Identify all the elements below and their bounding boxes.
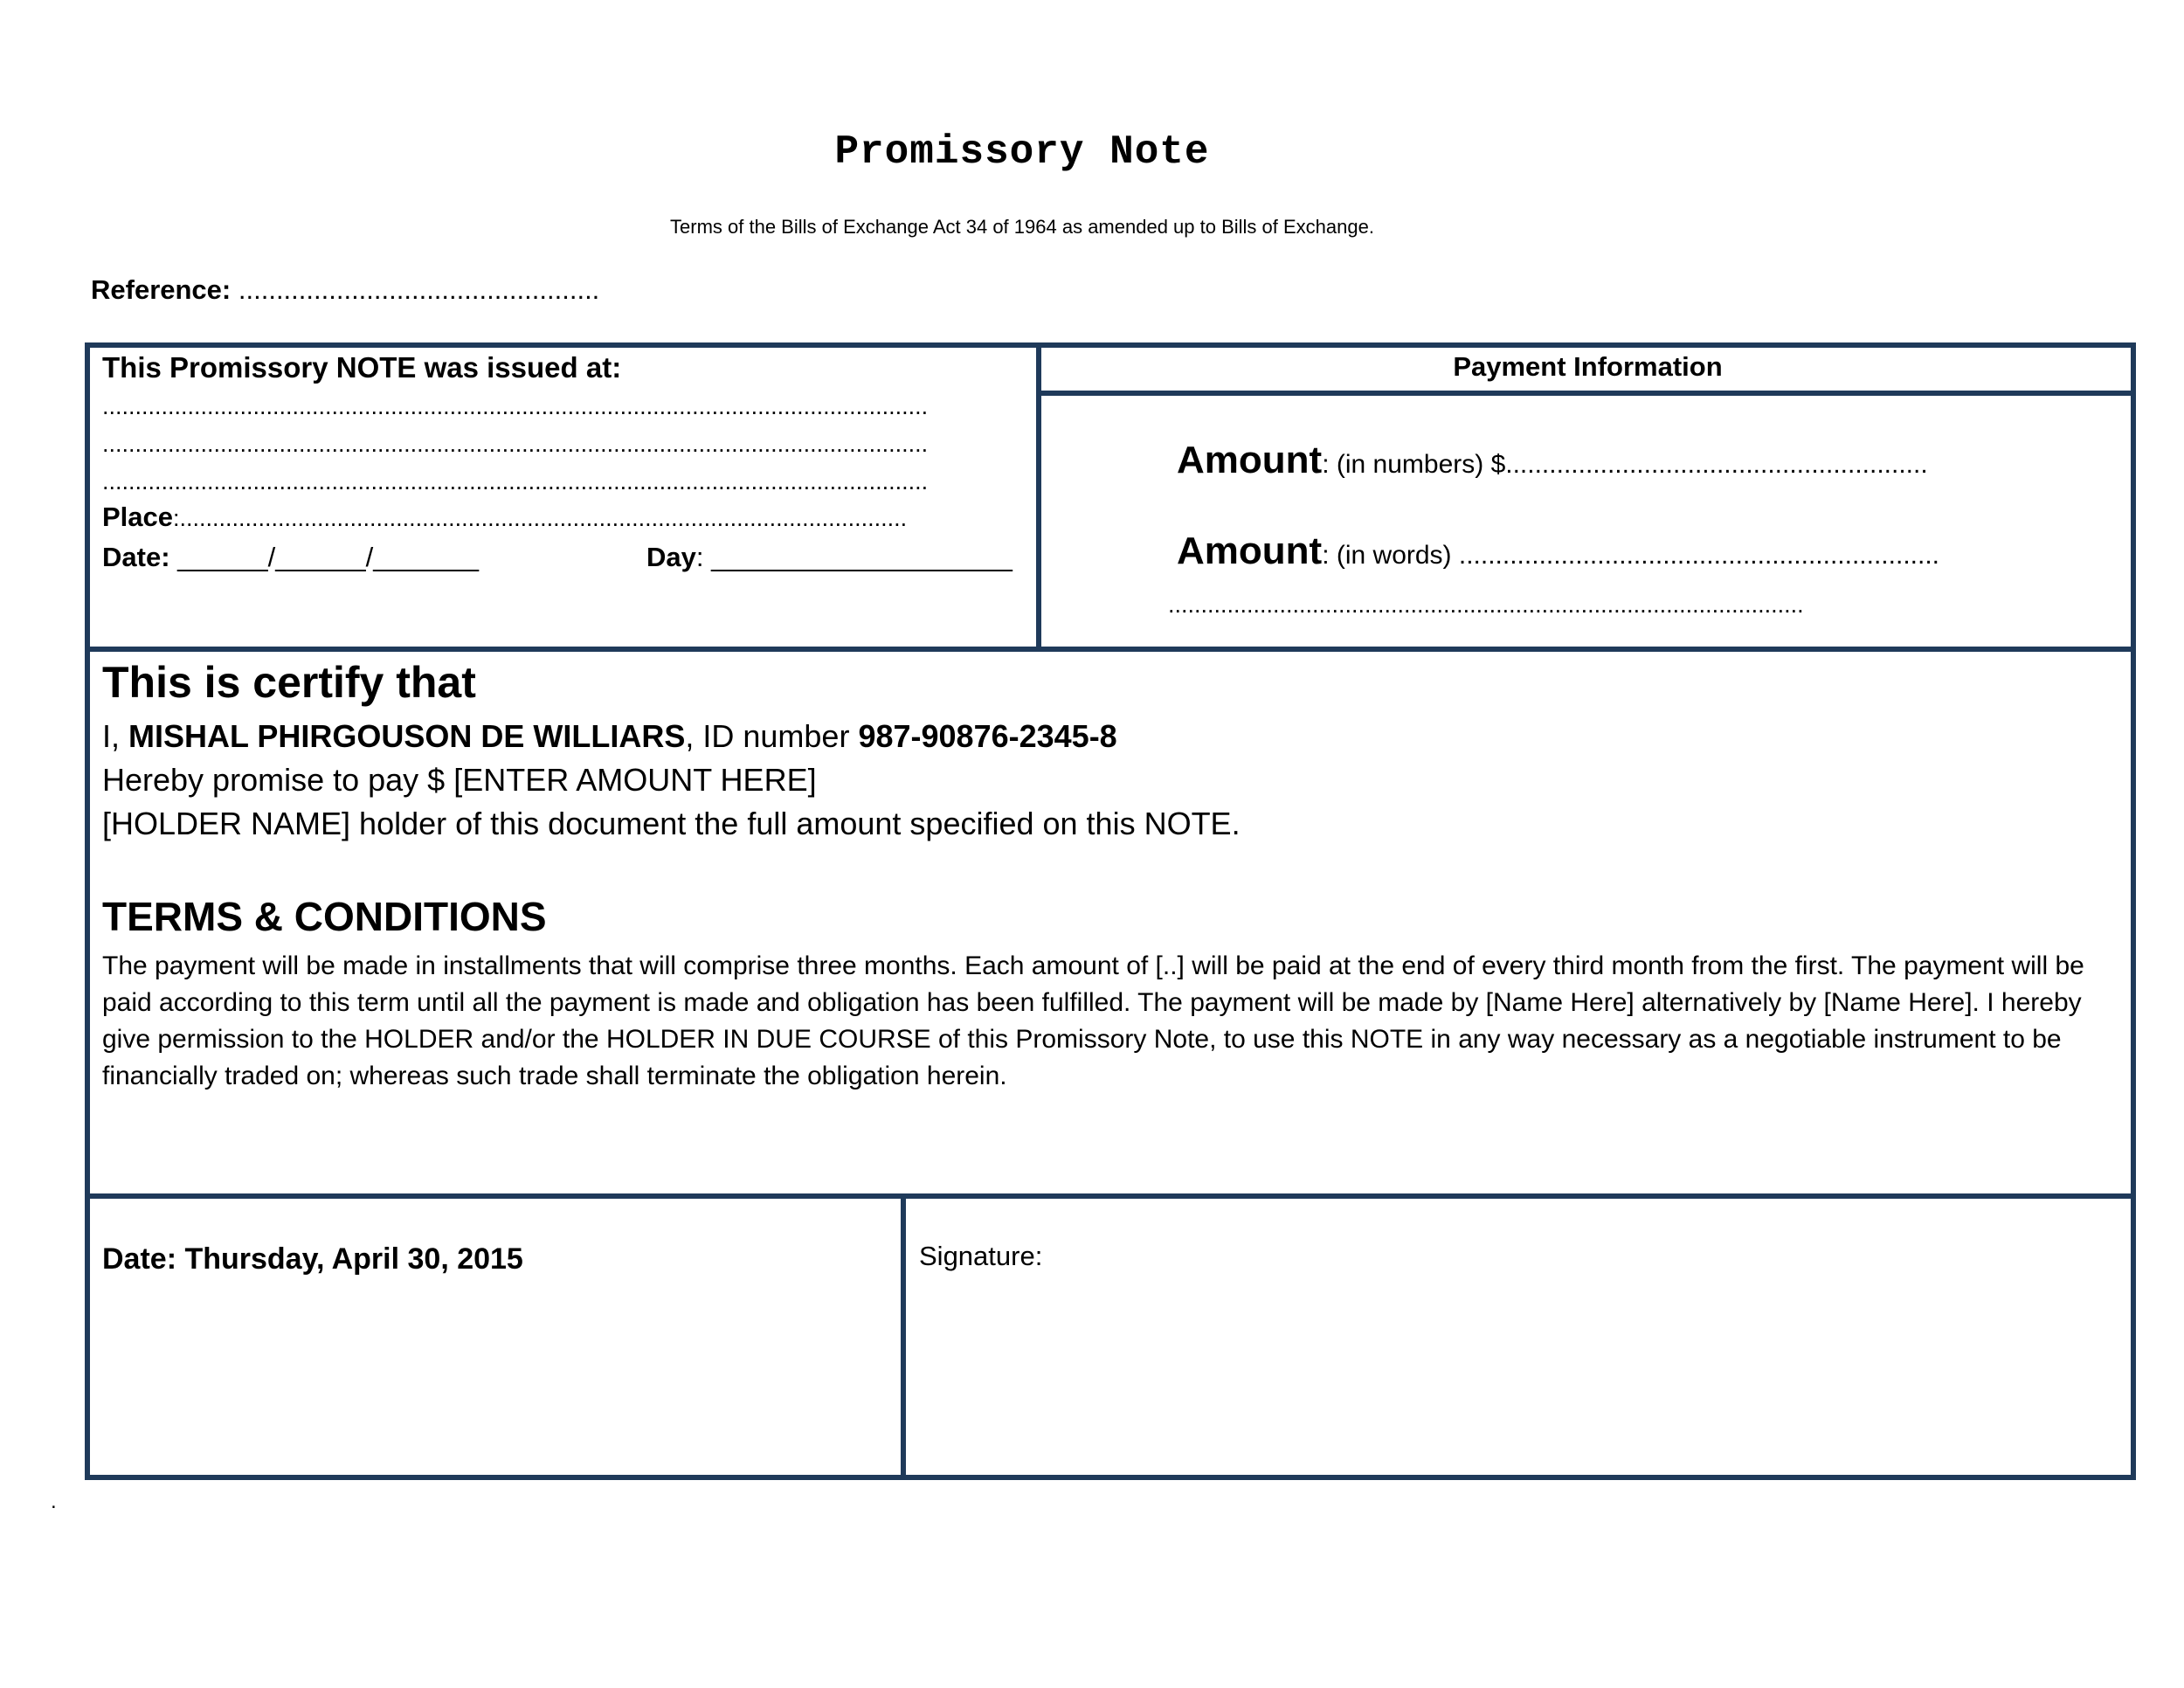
identity-prefix: I,	[102, 718, 129, 754]
document-subtitle: Terms of the Bills of Exchange Act 34 of 1964 as amended up to Bills of Exchange.	[670, 216, 1374, 238]
payment-header-divider	[1036, 391, 2136, 396]
day-field[interactable]	[646, 542, 1013, 573]
date-field[interactable]	[102, 542, 479, 573]
place-value: :...............................................................................................................	[173, 505, 908, 531]
certify-line-holder: [HOLDER NAME] holder of this document the full amount specified on this NOTE.	[102, 806, 1241, 841]
day-label: Day	[646, 542, 696, 572]
terms-heading: TERMS & CONDITIONS	[102, 894, 547, 939]
issued-address-line-1[interactable]: ..............................................................................................................................	[102, 393, 929, 419]
amount-numbers-value: : (in numbers) $..........................................................	[1322, 450, 1928, 479]
certify-heading: This is certify that	[102, 658, 476, 707]
amount-words-field[interactable]	[1177, 529, 1939, 573]
payment-info-header: Payment Information	[1453, 351, 1723, 382]
amount-words-value: : (in words) ..................................................................	[1322, 541, 1939, 570]
amount-numbers-field[interactable]	[1177, 439, 1928, 482]
signature-field[interactable]: Signature:	[919, 1241, 1043, 1271]
footer-divider	[85, 1193, 2136, 1199]
issued-payment-divider	[1036, 342, 1041, 650]
amount-words-continuation[interactable]: .................................................................................................	[1168, 591, 1804, 618]
issued-at-title: This Promissory NOTE was issued at:	[102, 351, 622, 384]
day-value: : ____________________	[695, 542, 1013, 572]
certify-line-identity	[102, 718, 1117, 755]
stray-mark: .	[51, 1490, 57, 1513]
date-value: ______/______/_______	[177, 542, 479, 572]
amount-numbers-label: Amount	[1177, 439, 1323, 481]
top-section-divider	[85, 647, 2136, 652]
document-title: Promissory Note	[834, 129, 1210, 175]
issue-date: Date: Thursday, April 30, 2015	[102, 1242, 523, 1276]
reference-value: ................................................	[238, 274, 600, 305]
issued-address-line-2[interactable]: ..............................................................................................................................	[102, 431, 929, 457]
place-field[interactable]	[102, 502, 1019, 533]
amount-words-label: Amount	[1177, 529, 1323, 572]
date-label: Date:	[102, 542, 170, 572]
issued-address-line-3[interactable]: ..............................................................................................................................	[102, 468, 929, 495]
reference-field[interactable]	[91, 274, 599, 306]
promisor-name: MISHAL PHIRGOUSON DE WILLIARS	[128, 718, 686, 754]
reference-label: Reference:	[91, 274, 232, 305]
terms-text: The payment will be made in installments that will comprise three months. Each amount of [..] will be paid at the end of every third month from the first. The payment will be paid according to this term until all the payment is made and obligation has been fulfilled. The payment will be made by [Name Here] alternatively by [Name Here]. I hereby give permission to the HOLDER and/or the HOLDER IN DUE COURSE of this Promissory Note, to use this NOTE in any way necessary as a negotiable instrument to be financially traded on; whereas such trade shall terminate the obligation herein.	[102, 951, 2084, 1090]
promisor-id-number: 987-90876-2345-8	[858, 718, 1117, 754]
place-label: Place	[102, 502, 174, 532]
certify-line-promise: Hereby promise to pay $ [ENTER AMOUNT HERE]	[102, 762, 817, 798]
date-signature-divider	[901, 1193, 906, 1480]
identity-mid: , ID number	[685, 718, 859, 754]
